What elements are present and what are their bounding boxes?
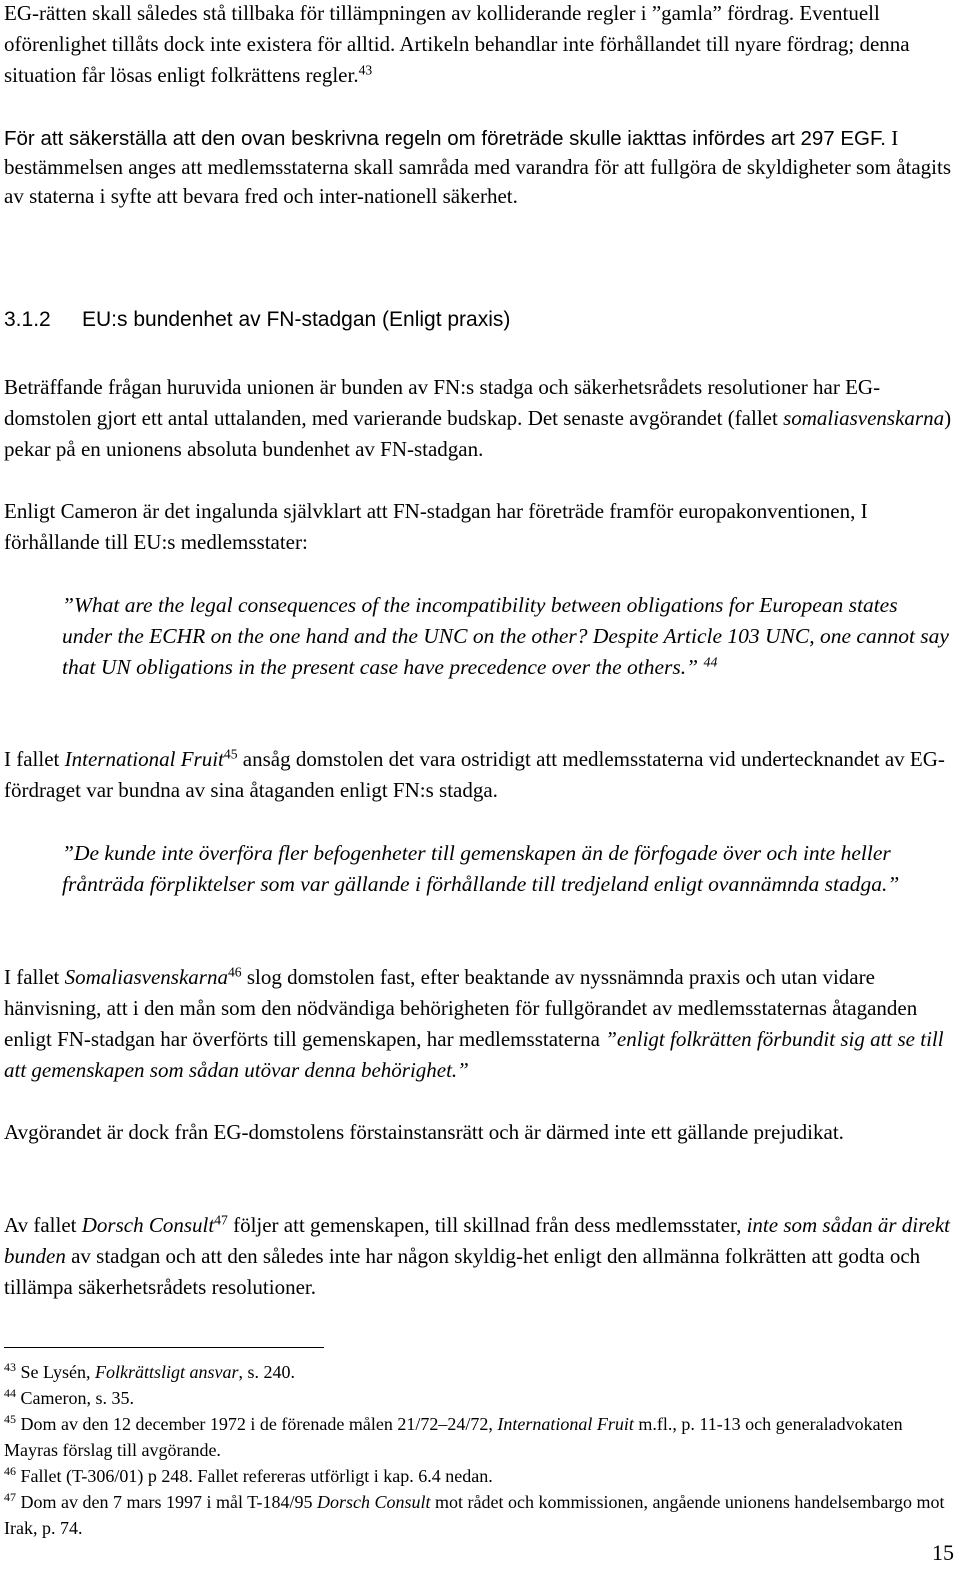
footnote-ref-44[interactable]: 44 [703, 655, 718, 671]
footnote-47: $^{47}$ Dom av den 7 mars 1997 i mål T-184/95 Dorsch Consult mot rådet och kommissionen, angående unionens handelsembargo mot Irak, p. 74. [4, 1489, 945, 1538]
blockquote-international-fruit: ”De kunde inte överföra fler befogenheter till gemenskapen än de förfogade över och inte heller frånträda förpliktelser som var gällande i förhållande till tredjeland enligt ovannämnda stadga.” [62, 841, 900, 896]
footnote-ref-46[interactable]: 46 [227, 964, 242, 980]
paragraph-art-297: För att säkerställa att den ovan beskrivna regeln om företräde skulle iakttas infördes art 297 EGF. I bestämmelsen anges att medlemsstaterna skall samråda med varandra för att fullgöra de skyldigheter som åtagits av staterna i syfte att bevara fred och inter-nationell säkerhet. [4, 126, 952, 208]
paragraph-betraffande: Beträffande frågan huruvida unionen är bunden av FN:s stadga och säkerhetsrådets resolutioner har EG-domstolen gjort ett antal uttalanden, med varierande budskap. Det senaste avgörandet (fallet somaliasvenskarna) pekar på en unionens absoluta bundenhet av FN-stadgan. [4, 375, 952, 461]
footnote-ref-45[interactable]: 45 [223, 746, 238, 762]
paragraph-cameron: Enligt Cameron är det ingalunda självklart att FN-stadgan har företräde framför europakonventionen, I förhållande till EU:s medlemsstater: [4, 499, 868, 554]
footnote-46: $^{46}$ Fallet (T-306/01) p 248. Fallet refereras utförligt i kap. 6.4 nedan. [4, 1463, 493, 1486]
footnote-43: $^{43}$ Se Lysén, Folkrättsligt ansvar, s. 240. [4, 1359, 296, 1382]
section-heading [4, 305, 510, 335]
paragraph-international-fruit: I fallet International Fruit$^{45}$ ansåg domstolen det vara ostridigt att medlemsstaterna vid undertecknandet av EG-fördraget var bundna av sina åtaganden enligt FN:s stadga. [4, 746, 945, 802]
footnote-ref-43[interactable]: 43 [358, 62, 373, 78]
blockquote-cameron: ”What are the legal consequences of the incompatibility between obligations for European states under the ECHR on the one hand and the UNC on the other? Despite Article 103 UNC, one cannot say that UN obligations in the present case have precedence over the others.” $^{44}$ [62, 593, 949, 679]
paragraph-eg-ratten: EG-rätten skall således stå tillbaka för tillämpningen av kolliderande regler i ”gamla” fördrag. Eventuell oförenlighet tillåts dock inte existera för alltid. Artikeln behandlar inte förhållandet till nyare fördrag; denna situation får lösas enligt folkrättens regler.$^{43}$ [4, 1, 910, 87]
paragraph-dorsch-consult: Av fallet Dorsch Consult$^{47}$ följer att gemenskapen, till skillnad från dess medlemsstater, inte som sådan är direkt bunden av stadgan och att den således inte har någon skyldig-het enligt den allmänna folkrätten att godta och tillämpa säkerhetsrådets resolutioner. [4, 1212, 950, 1299]
footnote-44: $^{44}$ Cameron, s. 35. [4, 1385, 134, 1408]
section-title: EU:s bundenhet av FN-stadgan (Enligt praxis) [82, 308, 511, 331]
page-number: 15 [932, 1540, 954, 1565]
footnote-separator [4, 1347, 324, 1348]
paragraph-somaliasvenskarna: I fallet Somaliasvenskarna$^{46}$ slog domstolen fast, efter beaktande av nyssnämnda praxis och utan vidare hänvisning, att i den mån som den nödvändiga behörigheten för fullgörandet av medlemsstaternas åtaganden enligt FN-stadgan har överförts till gemenskapen, har medlemsstaterna ”enligt folkrätten förbundit sig att se till att gemenskapen som sådan utövar denna behörighet.” [4, 964, 944, 1082]
paragraph-avgorandet: Avgörandet är dock från EG-domstolens förstainstansrätt och är därmed inte ett gällande prejudikat. [4, 1120, 844, 1144]
footnote-ref-47[interactable]: 47 [214, 1212, 228, 1228]
section-number: 3.1.2 [4, 308, 51, 331]
footnote-45: $^{45}$ Dom av den 12 december 1972 i de förenade målen 21/72–24/72, International Fruit m.fl., p. 11-13 och generaladvokaten Mayras förslag till avgörande. [4, 1411, 903, 1460]
